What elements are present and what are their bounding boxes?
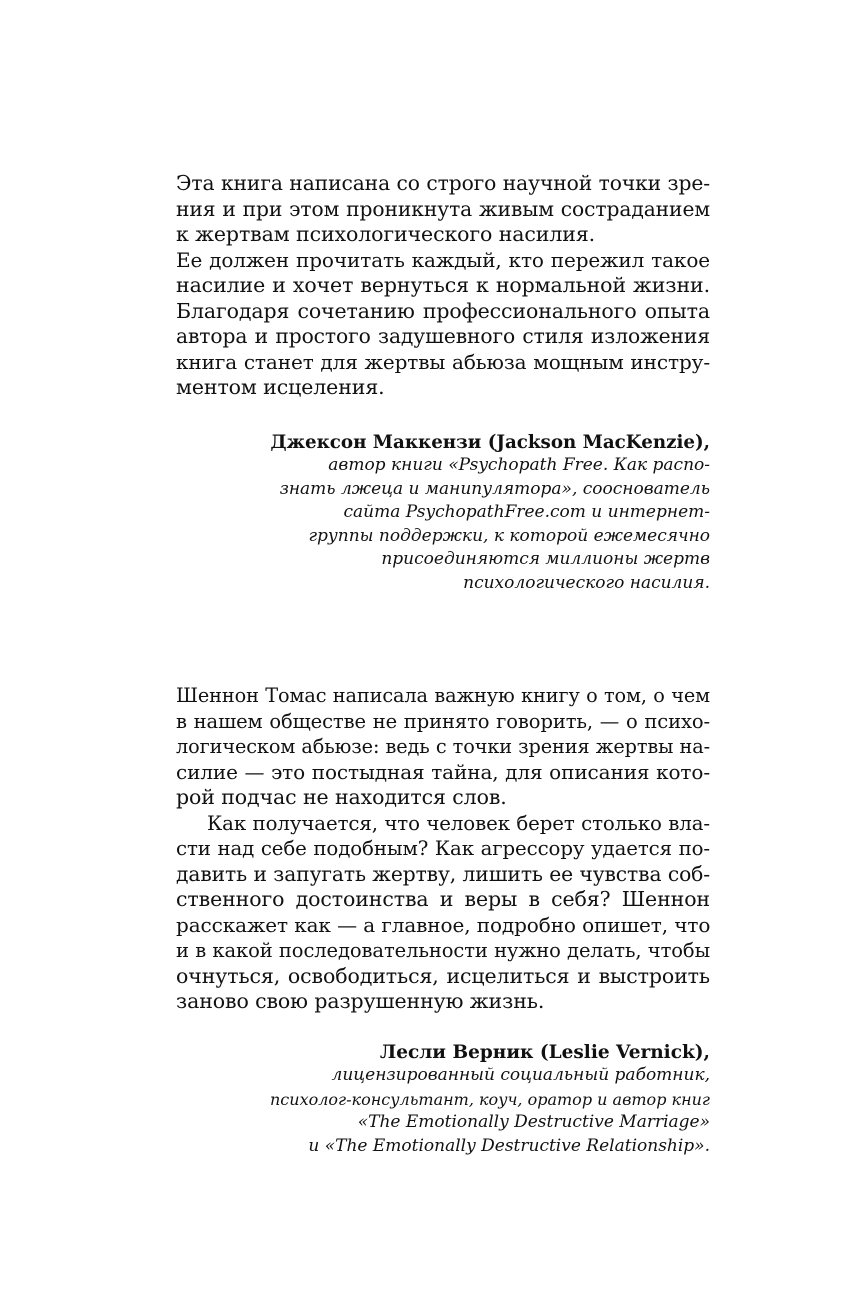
text-line: Ее должен прочитать каждый, кто пережил такое <box>176 247 710 272</box>
review-2-attribution <box>270 1041 710 1158</box>
text-line: расскажет как — а главное, подробно опишет, что <box>176 912 711 937</box>
text-line: ментом исцеления. <box>176 375 385 399</box>
review-1-paragraph <box>176 171 710 401</box>
text-line: к жертвам психологического насилия. <box>176 222 596 246</box>
text-line: логическом абьюзе: ведь с точки зрения жертвы на- <box>176 735 710 758</box>
text-line: автора и простого задушевного стиля изложения <box>176 324 710 348</box>
author-role-line: лицензированный социальный работник, <box>331 1065 710 1085</box>
author-role-line: психолог-консультант, коуч, оратор и автор книг <box>270 1089 710 1109</box>
text-line: Эта книга написана со строго научной точки зре- <box>176 171 710 195</box>
text-line: рой подчас не находится слов. <box>176 785 507 809</box>
author-role-line: знать лжеца и манипулятора», сооснователь <box>279 478 710 499</box>
author-role-line: присоединяются миллионы жертв <box>381 549 710 569</box>
review-1-text <box>176 171 710 401</box>
text-line: силие — это постыдная тайна, для описания кото- <box>176 759 710 784</box>
author-role-line: психологического насилия. <box>463 572 710 593</box>
text-line: книга станет для жертвы абьюза мощным инстру- <box>176 349 710 374</box>
text-line: Шеннон Томас написала важную книгу о том, о чем <box>176 684 710 707</box>
author-role-line: и «The Emotionally Destructive Relationship». <box>308 1135 710 1156</box>
review-2-text <box>176 683 710 1015</box>
review-2-author: Лесли Верник (Leslie Vernick), <box>379 1042 710 1063</box>
review-2-paragraph-1 <box>176 683 710 811</box>
author-role-line: автор книги «Psychopath Free. Как распо- <box>328 455 710 475</box>
text-line: ственного достоинства и веры в себя? Шеннон <box>176 887 710 911</box>
review-1-author: Джексон Маккензи (Jackson MacKenzie), <box>270 432 710 453</box>
text-line: очнуться, освободиться, исцелиться и выстроить <box>176 963 710 988</box>
text-line: и в какой последовательности нужно делать, чтобы <box>176 939 710 962</box>
author-role-line: группы поддержки, к которой ежемесячно <box>308 525 710 546</box>
text-line: ния и при этом проникнута живым состраданием <box>176 196 710 221</box>
text-line: в нашем обществе не принято говорить, — о психо- <box>176 709 710 733</box>
text-line: Как получается, что человек берет столько вла- <box>207 811 710 835</box>
text-line: заново свою разрушенную жизнь. <box>176 989 545 1013</box>
text-line: Благодаря сочетанию профессионального опыта <box>176 298 710 323</box>
text-line: давить и запугать жертву, лишить ее чувства соб- <box>176 861 710 886</box>
author-role-line: сайта PsychopathFree.com и интернет- <box>343 502 710 522</box>
author-role-line: «The Emotionally Destructive Marriage» <box>357 1112 710 1132</box>
review-2-paragraph-2 <box>176 811 710 1015</box>
review-1-attribution <box>270 431 710 595</box>
text-line: сти над себе подобным? Как агрессору удается по- <box>176 837 710 860</box>
text-line: насилие и хочет вернуться к нормальной жизни. <box>176 273 710 297</box>
